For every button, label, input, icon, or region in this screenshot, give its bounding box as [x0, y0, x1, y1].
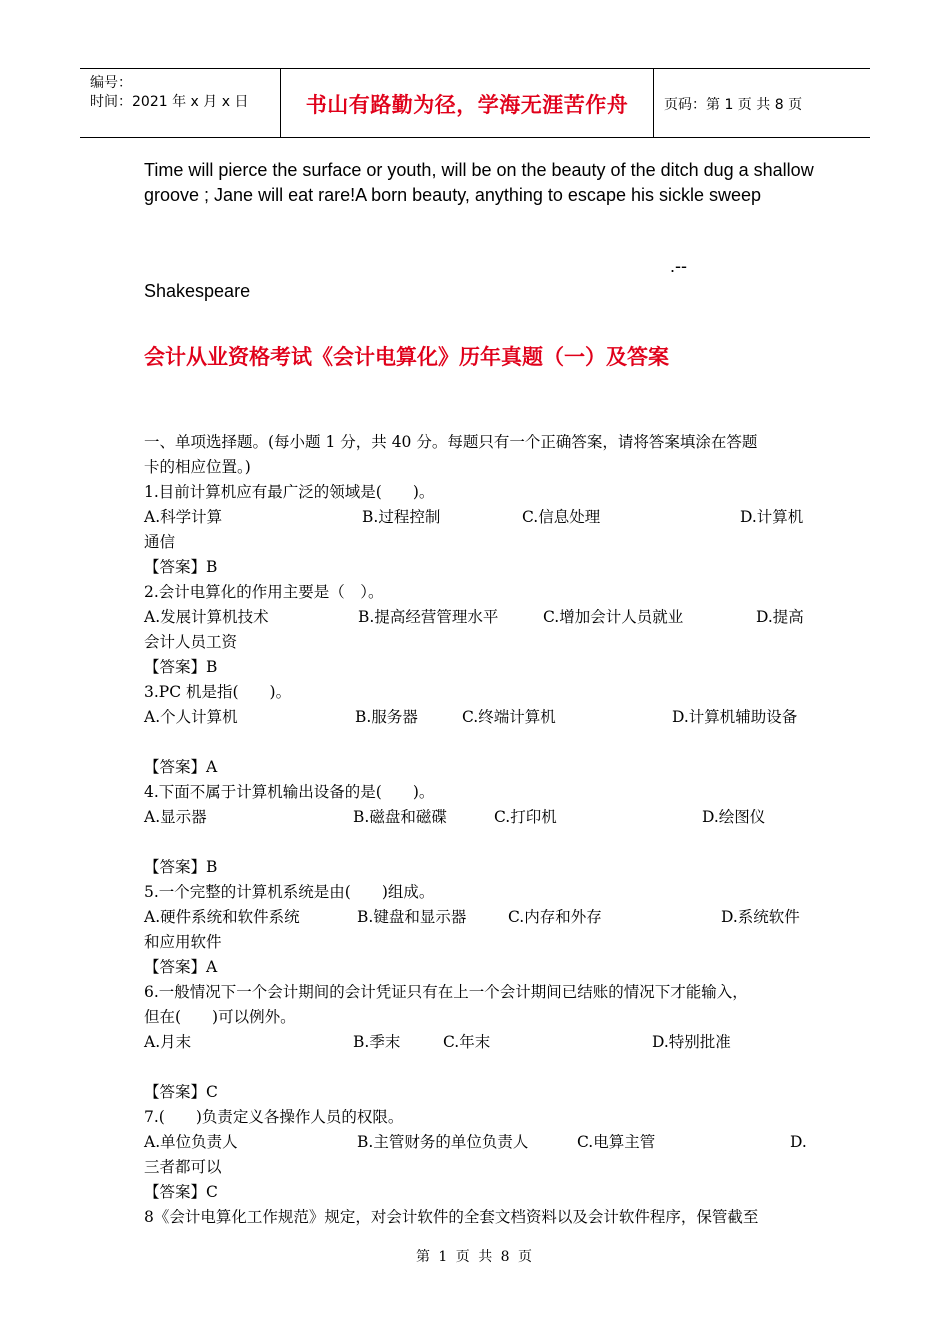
question-7: 7.( )负责定义各操作人员的权限。	[144, 1108, 404, 1126]
page-footer: 第 1 页 共 8 页	[415, 1249, 535, 1265]
question-8: 8《会计电算化工作规范》规定，对会计软件的全套文档资料以及会计软件程序，保管截至	[144, 1208, 759, 1226]
options-row	[144, 1130, 806, 1155]
number-label: 编号：	[90, 75, 132, 91]
option-continuation: 三者都可以	[144, 1158, 222, 1176]
answer: 【答案】B	[144, 858, 218, 876]
option-d: D.绘图仪	[702, 808, 766, 826]
quote-text: Time will pierce the surface or youth, will be on the beauty of the ditch dug a shallow groove ; Jane will eat rare!A born beauty, anything to escape his sickle sweep	[144, 160, 814, 205]
option-a: A.单位负责人	[144, 1133, 238, 1151]
section-heading-cont: 卡的相应位置。)	[144, 458, 251, 476]
quote-author: Shakespeare	[144, 281, 251, 301]
header-meta-cell	[80, 69, 281, 137]
question-2: 2.会计电算化的作用主要是（ ）。	[144, 583, 384, 601]
answer: 【答案】B	[144, 558, 218, 576]
document-title: 会计从业资格考试《会计电算化》历年真题（一）及答案	[144, 344, 669, 369]
option-b: B.季末	[353, 1033, 401, 1051]
blank-line	[144, 1055, 806, 1080]
option-b: B.键盘和显示器	[357, 908, 467, 926]
question-6: 6.一般情况下一个会计期间的会计凭证只有在上一个会计期间已结账的情况下才能输入，	[144, 983, 748, 1001]
option-a: A.显示器	[144, 808, 207, 826]
page-header	[80, 68, 870, 138]
option-a: A.发展计算机技术	[144, 608, 269, 626]
blank-line	[144, 730, 806, 755]
question-5: 5.一个完整的计算机系统是由( )组成。	[144, 883, 435, 901]
options-row	[144, 805, 806, 830]
option-d: D.	[790, 1133, 807, 1151]
question-6-cont: 但在( )可以例外。	[144, 1008, 296, 1026]
question-4: 4.下面不属于计算机输出设备的是( )。	[144, 783, 435, 801]
option-a: A.个人计算机	[144, 708, 238, 726]
option-continuation: 会计人员工资	[144, 633, 238, 651]
options-row	[144, 505, 806, 530]
option-c: C.打印机	[494, 808, 557, 826]
option-c: C.电算主管	[577, 1133, 656, 1151]
option-b: B.过程控制	[362, 508, 441, 526]
option-a: A.月末	[144, 1033, 192, 1051]
blank-line	[144, 830, 806, 855]
option-a: A.科学计算	[144, 508, 223, 526]
options-row	[144, 605, 806, 630]
option-c: C.终端计算机	[462, 708, 556, 726]
option-a: A.硬件系统和软件系统	[144, 908, 300, 926]
option-b: B.提高经营管理水平	[358, 608, 499, 626]
options-row	[144, 905, 806, 930]
section-heading: 一、单项选择题。(每小题 1 分，共 40 分。每题只有一个正确答案，请将答案填涂在答题	[144, 433, 758, 451]
answer: 【答案】B	[144, 658, 218, 676]
option-continuation: 和应用软件	[144, 933, 222, 951]
option-c: C.内存和外存	[508, 908, 602, 926]
option-c: C.年末	[443, 1033, 491, 1051]
option-d: D.特别批准	[652, 1033, 731, 1051]
option-b: B.磁盘和磁碟	[353, 808, 447, 826]
question-1: 1.目前计算机应有最广泛的领域是( )。	[144, 483, 435, 501]
question-3: 3.PC 机是指( )。	[144, 683, 292, 701]
options-row	[144, 705, 806, 730]
document-body	[144, 430, 806, 1230]
option-d: D.计算机辅助设备	[672, 708, 798, 726]
option-d: D.系统软件	[721, 908, 800, 926]
options-row	[144, 1030, 806, 1055]
option-continuation: 通信	[144, 533, 176, 551]
time-label: 时间：2021 年 x 月 x 日	[90, 94, 249, 110]
page-label: 页码：第 1 页 共 8 页	[664, 97, 803, 113]
answer: 【答案】C	[144, 1183, 218, 1201]
option-b: B.服务器	[355, 708, 418, 726]
answer: 【答案】C	[144, 1083, 218, 1101]
option-c: C.信息处理	[522, 508, 601, 526]
option-d: D.提高	[756, 608, 804, 626]
option-b: B.主管财务的单位负责人	[357, 1133, 529, 1151]
option-d: D.计算机	[740, 508, 804, 526]
answer: 【答案】A	[144, 758, 218, 776]
option-c: C.增加会计人员就业	[543, 608, 684, 626]
quote-dash: .--	[670, 256, 687, 276]
answer: 【答案】A	[144, 958, 218, 976]
motto: 书山有路勤为径，学海无涯苦作舟	[305, 92, 629, 117]
header-page-cell	[654, 69, 870, 137]
header-motto-cell	[281, 69, 654, 137]
